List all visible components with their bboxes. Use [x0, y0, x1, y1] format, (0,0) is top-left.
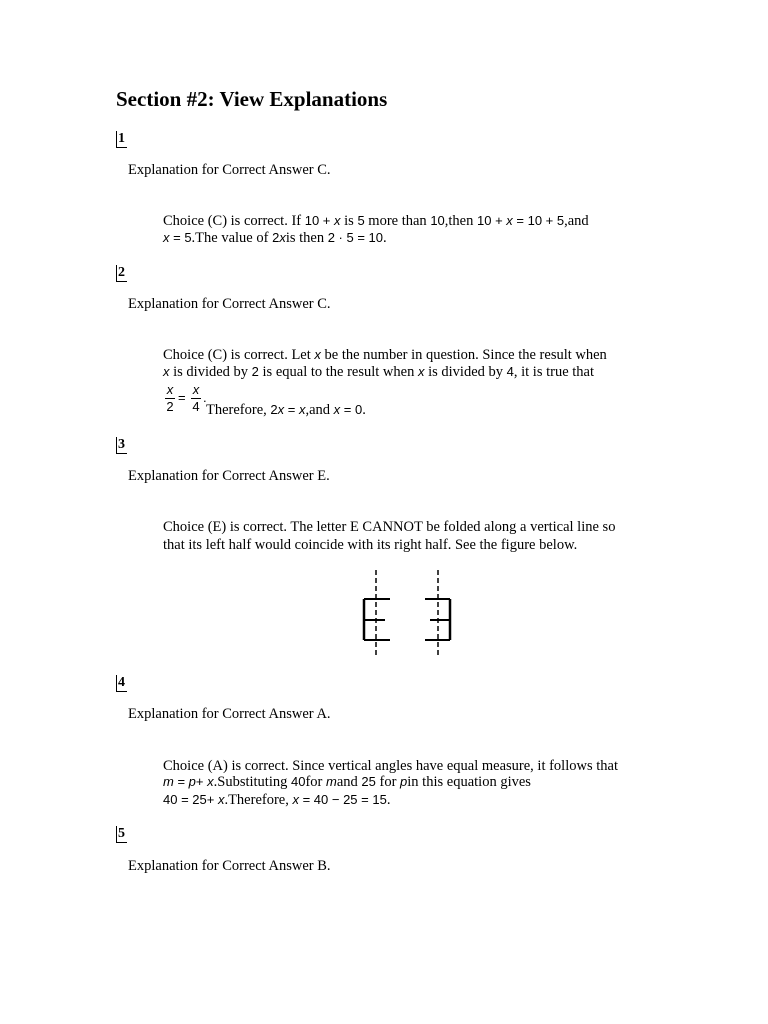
- question-number-3: 3: [118, 437, 125, 452]
- fraction-equals: =: [178, 390, 186, 405]
- question-number-1: 1: [118, 131, 125, 146]
- letter-e-shape: [364, 599, 390, 640]
- question-number-2: 2: [118, 265, 125, 280]
- letter-e-fold-figure: [355, 568, 455, 660]
- fraction-period: .: [203, 390, 207, 405]
- explanation-3-line-1: Choice (E) is correct. The letter E CANNOT be folded along a vertical line so: [163, 519, 616, 535]
- explanation-heading-3: Explanation for Correct Answer E.: [128, 468, 330, 484]
- explanation-heading-5: Explanation for Correct Answer B.: [128, 858, 331, 874]
- explanation-heading-4: Explanation for Correct Answer A.: [128, 706, 331, 722]
- fraction-x-over-2: x 2: [166, 382, 174, 414]
- explanation-2-line-3: Therefore, 2x = x,and x = 0.: [206, 402, 366, 418]
- explanation-heading-2: Explanation for Correct Answer C.: [128, 296, 331, 312]
- question-number-4: 4: [118, 675, 125, 690]
- page-title: Section #2: View Explanations: [116, 87, 388, 111]
- explanation-heading-1: Explanation for Correct Answer C.: [128, 162, 331, 178]
- explanation-4-line-3: 40 = 25+ x.Therefore, x = 40 − 25 = 15.: [163, 792, 391, 808]
- explanation-2-line-2: x is divided by 2 is equal to the result when x is divided by 4, it is true that: [163, 364, 595, 380]
- explanation-3-line-2: that its left half would coincide with its right half. See the figure below.: [163, 537, 578, 553]
- explanation-4-line-2: m = p+ x.Substituting 40for mand 25 for pin this equation gives: [163, 774, 531, 790]
- explanation-1-line-2: x = 5.The value of 2xis then 2 · 5 = 10.: [163, 230, 387, 246]
- explanation-1-line-1: Choice (C) is correct. If 10 + x is 5 more than 10,then 10 + x = 10 + 5,and: [163, 213, 589, 229]
- explanation-2-line-1: Choice (C) is correct. Let x be the number in question. Since the result when: [163, 347, 607, 363]
- explanation-4-line-1: Choice (A) is correct. Since vertical angles have equal measure, it follows that: [163, 758, 618, 774]
- question-number-5: 5: [118, 826, 125, 841]
- fraction-x-over-4: x 4: [192, 382, 200, 414]
